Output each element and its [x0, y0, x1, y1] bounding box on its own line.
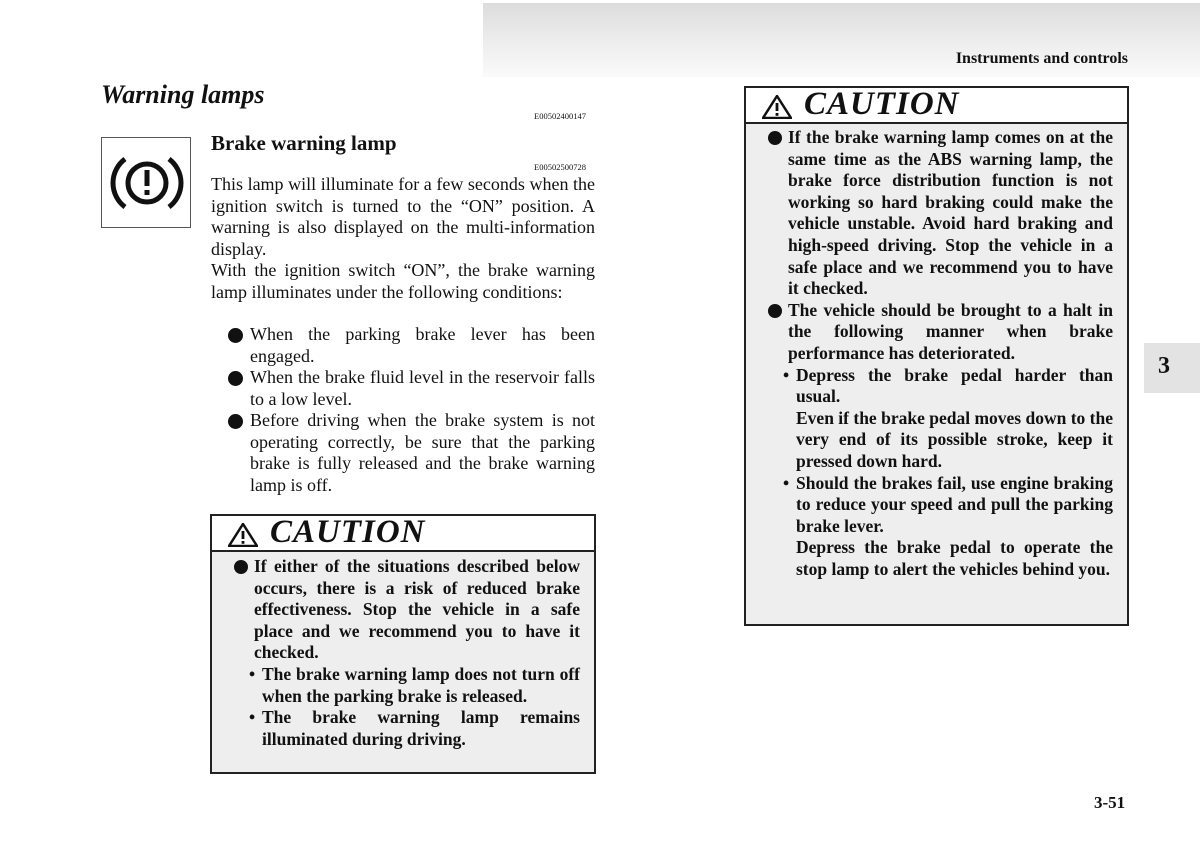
section-title: Warning lamps [101, 80, 265, 109]
caution-box-left [210, 514, 596, 774]
caution-sub-item: • The brake warning lamp remains illuminated during driving. [249, 707, 580, 749]
lamp-conditions-list [227, 324, 595, 496]
caution-item: The vehicle should be brought to a halt in the following manner when brake performance has deteriorated. [768, 300, 1113, 365]
brake-warning-lamp-heading: Brake warning lamp [211, 131, 397, 155]
page-header-title: Instruments and controls [955, 50, 1128, 67]
lamp-paragraph-2: With the ignition switch “ON”, the brake warning lamp illuminates under the following conditions: [211, 260, 595, 302]
brake-warning-lamp-symbol [101, 137, 191, 228]
caution-header [212, 516, 594, 552]
bullet-dot [768, 304, 782, 318]
caution-body [746, 124, 1127, 580]
caution-item: If either of the situations described below occurs, there is a risk of reduced brake effectiveness. Stop the vehicle in a safe place and we recommend you to have it checked. [234, 556, 580, 664]
chapter-tab [1144, 343, 1200, 393]
list-item: Before driving when the brake system is not operating correctly, be sure that the parking brake is fully released and the brake warning lamp is off. [227, 410, 595, 496]
page-number: 3-51 [1094, 793, 1126, 812]
bullet-dot [768, 131, 782, 145]
caution-sub-item: • Depress the brake pedal harder than usual. [783, 364, 1113, 407]
bullet-dot [234, 560, 248, 574]
caution-sub-item: • The brake warning lamp does not turn off when the parking brake is released. [249, 663, 580, 706]
chapter-number: 3 [1158, 353, 1170, 379]
caution-sub-continuation: Even if the brake pedal moves down to the very end of its possible stroke, keep it pressed down hard. [796, 407, 1113, 471]
list-item: When the brake fluid level in the reservoir falls to a low level. [227, 367, 595, 410]
caution-box-right [744, 86, 1129, 626]
warning-triangle-icon [762, 95, 792, 119]
lamp-code: E00502500728 [534, 162, 586, 172]
caution-sub-item: • Should the brakes fail, use engine braking to reduce your speed and pull the parking brake lever. [783, 472, 1113, 536]
warning-triangle-icon [228, 523, 258, 547]
caution-body [212, 552, 594, 750]
caution-title: CAUTION [270, 514, 426, 550]
caution-item: If the brake warning lamp comes on at the same time as the ABS warning lamp, the brake force distribution function is not working so hard braking could make the vehicle unstable. Avoid hard braking and high-speed driving. Stop the vehicle in a safe place and we recommend you to have it checked. [768, 127, 1113, 300]
caution-header [746, 88, 1127, 124]
list-item: When the parking brake lever has been engaged. [227, 324, 595, 367]
lamp-paragraph-1: This lamp will illuminate for a few seconds when the ignition switch is turned to the “ON” position. A warning is also displayed on the multi-information display. [211, 174, 595, 259]
caution-sub-continuation: Depress the brake pedal to operate the stop lamp to alert the vehicles behind you. [796, 537, 1113, 579]
bullet-dot [228, 371, 243, 386]
section-code: E00502400147 [534, 111, 586, 121]
bullet-dot [228, 328, 243, 343]
bullet-dot [228, 414, 243, 429]
caution-title: CAUTION [804, 86, 960, 122]
brake-warning-icon [109, 153, 185, 213]
